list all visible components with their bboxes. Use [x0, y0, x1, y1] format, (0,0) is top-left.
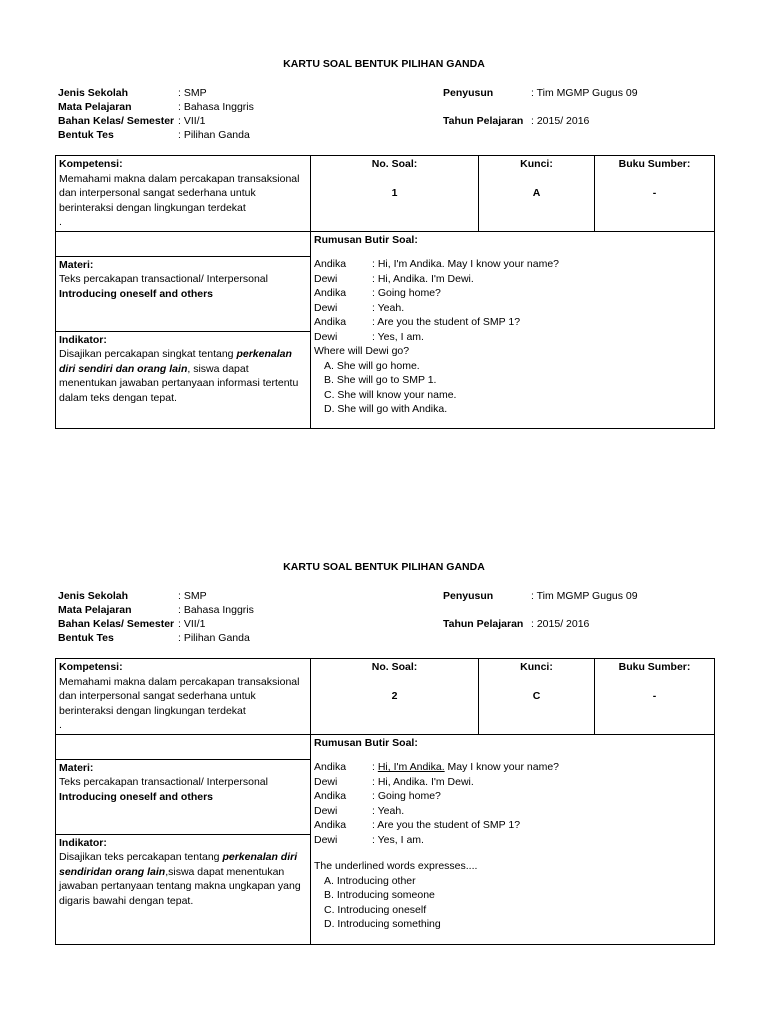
kunci-value: A — [532, 186, 541, 199]
no-soal-cell — [311, 156, 479, 232]
option-b: B. Introducing someone — [324, 889, 435, 901]
value-tahun: : 2015/ 2016 — [531, 115, 590, 127]
materi-text-1: Teks percakapan transactional/ Interpersonal — [59, 273, 268, 285]
kompetensi-cell — [56, 156, 311, 232]
dialog-line: Dewi : Yeah. — [314, 301, 405, 314]
option-a: A. Introducing other — [324, 874, 416, 887]
meta-left — [58, 589, 254, 645]
label-penyusun: Penyusun — [443, 87, 494, 99]
materi-block — [56, 257, 310, 332]
materi-indikator-cell — [56, 231, 311, 428]
meta-right — [443, 86, 638, 128]
kompetensi-text: Memahami makna dalam percakapan transaksional dan interpersonal sangat sederhana untuk berinteraksi dengan lingkungan terdekat — [59, 675, 300, 717]
dialog-line: Andika : Hi, I'm Andika. May I know your name? — [314, 258, 559, 270]
value-jenis-sekolah: : SMP — [178, 87, 207, 99]
dialog-line: Andika : Hi, I'm Andika. May I know your name? — [314, 761, 560, 773]
no-soal-label: No. Soal: — [371, 661, 418, 673]
indikator-text: Disajikan percakapan singkat tentang perkenalan diri sendiri dan orang lain, siswa dapat menentukan jawaban pertanyaan informasi tertentu dalam teks dengan tepat. — [59, 348, 299, 404]
kompetensi-cell — [56, 659, 311, 735]
kompetensi-label: Kompetensi: — [59, 158, 123, 170]
kunci-label: Kunci: — [520, 661, 553, 673]
question-text: Where will Dewi go? — [314, 345, 410, 357]
indikator-block — [56, 332, 310, 407]
rumusan-label: Rumusan Butir Soal: — [314, 233, 418, 246]
dialog-line: Dewi : Yes, I am. — [314, 833, 424, 846]
kompetensi-dot: . — [59, 719, 62, 731]
dialog-line: Andika : Are you the student of SMP 1? — [314, 819, 521, 831]
card-title: KARTU SOAL BENTUK PILIHAN GANDA — [283, 561, 485, 573]
value-mata-pelajaran: : Bahasa Inggris — [178, 101, 254, 113]
dialog-line: Dewi : Hi, Andika. I'm Dewi. — [314, 272, 474, 285]
card-table — [55, 155, 715, 429]
no-soal-value: 1 — [391, 186, 398, 199]
meta-right — [443, 589, 638, 631]
option-b: B. She will go to SMP 1. — [324, 374, 437, 386]
value-kelas: : VII/1 — [178, 618, 206, 630]
no-soal-label: No. Soal: — [371, 158, 418, 170]
rumusan-cell — [311, 734, 715, 944]
option-a: A. She will go home. — [324, 359, 420, 372]
kunci-value: C — [532, 689, 541, 702]
indikator-text: Disajikan teks percakapan tentang perkenalan diri sendiridan orang lain,siswa dapat menentukan jawaban pertanyaan tentang makna ungkapan yang digaris bawahi dengan tepat. — [59, 851, 301, 907]
option-d: D. She will go with Andika. — [324, 403, 448, 415]
rumusan-label: Rumusan Butir Soal: — [314, 736, 418, 749]
option-d: D. Introducing something — [324, 918, 441, 930]
kunci-label: Kunci: — [520, 158, 553, 170]
buku-cell — [595, 659, 715, 735]
kompetensi-text: Memahami makna dalam percakapan transaksional dan interpersonal sangat sederhana untuk berinteraksi dengan lingkungan terdekat — [59, 172, 300, 214]
no-soal-value: 2 — [391, 689, 398, 702]
buku-label: Buku Sumber: — [618, 661, 691, 673]
label-tahun: Tahun Pelajaran — [443, 618, 524, 630]
underlined-expression: Hi, I'm Andika. — [377, 761, 445, 773]
buku-label: Buku Sumber: — [618, 158, 691, 170]
kunci-cell — [479, 156, 595, 232]
value-bentuk-tes: : Pilihan Ganda — [178, 129, 250, 141]
label-jenis-sekolah: Jenis Sekolah — [58, 590, 129, 602]
label-kelas: Bahan Kelas/ Semester — [58, 115, 175, 127]
buku-value: - — [652, 186, 657, 199]
indikator-label: Indikator: — [59, 333, 107, 346]
dialog-line: Andika : Going home? — [314, 287, 441, 299]
label-mata-pelajaran: Mata Pelajaran — [58, 101, 132, 113]
label-mata-pelajaran: Mata Pelajaran — [58, 604, 132, 616]
indikator-label: Indikator: — [59, 836, 107, 849]
option-c: C. Introducing oneself — [324, 903, 427, 916]
value-penyusun: : Tim MGMP Gugus 09 — [531, 87, 638, 99]
buku-cell — [595, 156, 715, 232]
materi-indikator-cell — [56, 734, 311, 944]
value-tahun: : 2015/ 2016 — [531, 618, 590, 630]
dialog-line: Dewi : Yes, I am. — [314, 330, 424, 343]
materi-block — [56, 760, 310, 835]
materi-label: Materi: — [59, 761, 94, 774]
materi-text-2: Introducing oneself and others — [59, 790, 214, 803]
card-table — [55, 658, 715, 945]
dialog-line: Dewi : Yeah. — [314, 804, 405, 817]
materi-text-1: Teks percakapan transactional/ Interpersonal — [59, 776, 268, 788]
label-bentuk-tes: Bentuk Tes — [58, 632, 114, 644]
indikator-block — [56, 835, 310, 910]
materi-text-2: Introducing oneself and others — [59, 287, 214, 300]
no-soal-cell — [311, 659, 479, 735]
kompetensi-label: Kompetensi: — [59, 661, 123, 673]
value-bentuk-tes: : Pilihan Ganda — [178, 632, 250, 644]
value-mata-pelajaran: : Bahasa Inggris — [178, 604, 254, 616]
label-jenis-sekolah: Jenis Sekolah — [58, 87, 129, 99]
value-kelas: : VII/1 — [178, 115, 206, 127]
dialog-line: Dewi : Hi, Andika. I'm Dewi. — [314, 775, 474, 788]
kunci-cell — [479, 659, 595, 735]
dialog-line: Andika : Are you the student of SMP 1? — [314, 316, 521, 328]
kompetensi-dot: . — [59, 216, 62, 228]
label-kelas: Bahan Kelas/ Semester — [58, 618, 175, 630]
label-tahun: Tahun Pelajaran — [443, 115, 524, 127]
question-text: The underlined words expresses.... — [314, 860, 478, 872]
rumusan-cell — [311, 231, 715, 428]
option-c: C. She will know your name. — [324, 388, 457, 401]
label-bentuk-tes: Bentuk Tes — [58, 129, 114, 141]
materi-label: Materi: — [59, 258, 94, 271]
card-title: KARTU SOAL BENTUK PILIHAN GANDA — [283, 58, 485, 70]
dialog-line: Andika : Going home? — [314, 790, 441, 802]
value-penyusun: : Tim MGMP Gugus 09 — [531, 590, 638, 602]
meta-left — [58, 86, 254, 142]
buku-value: - — [652, 689, 657, 702]
value-jenis-sekolah: : SMP — [178, 590, 207, 602]
label-penyusun: Penyusun — [443, 590, 494, 602]
